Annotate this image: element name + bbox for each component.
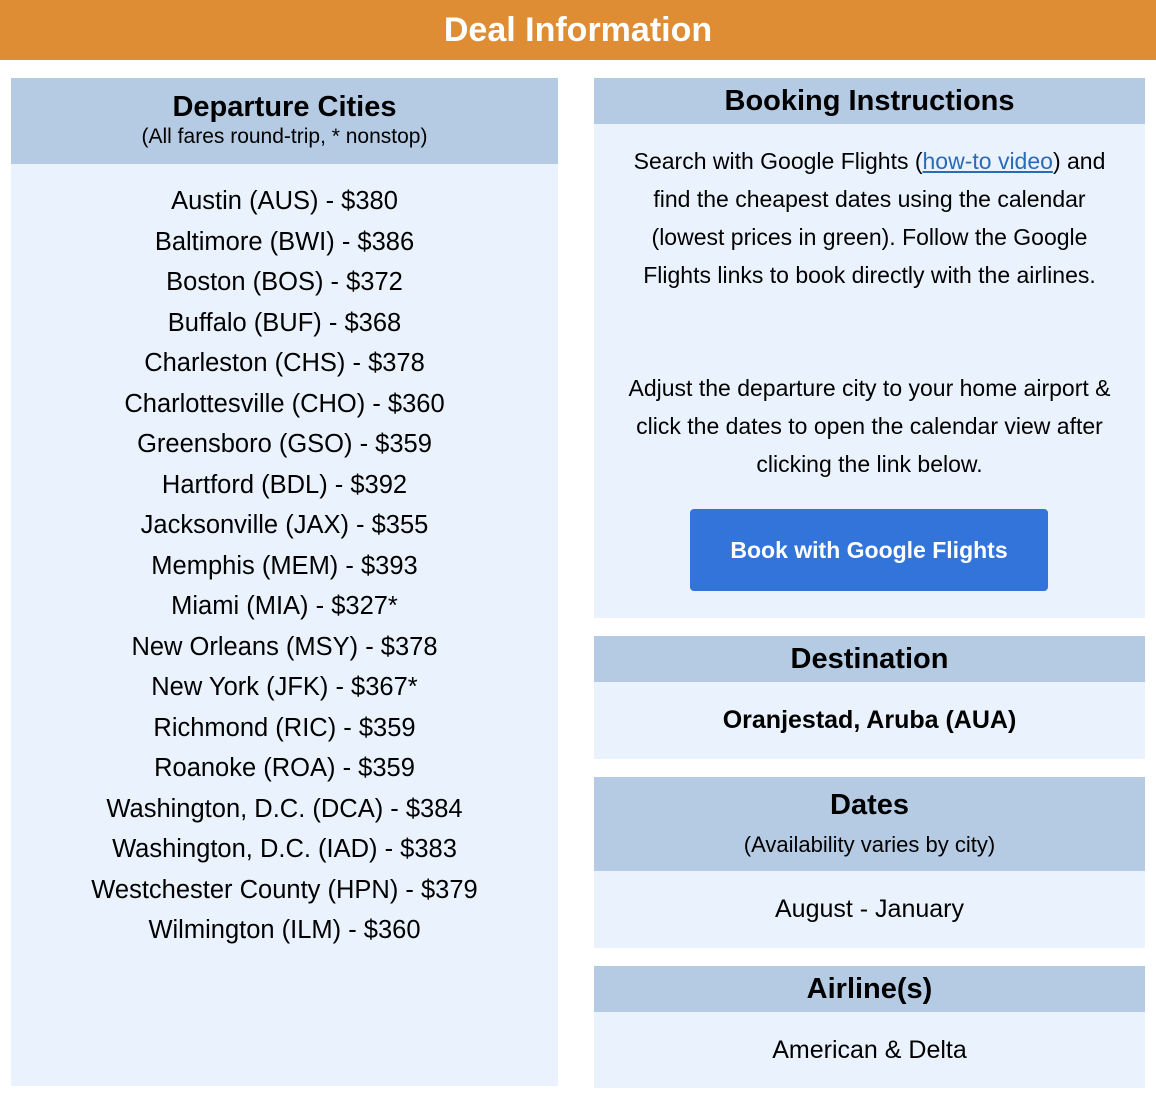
departure-cities-list xyxy=(11,164,558,951)
destination-header xyxy=(594,636,1145,682)
departure-city-item: Memphis (MEM) - $393 xyxy=(151,551,418,580)
dates-value: August - January xyxy=(775,895,964,923)
departure-city-item: Washington, D.C. (DCA) - $384 xyxy=(106,794,463,823)
booking-instructions-title: Booking Instructions xyxy=(724,85,1015,117)
deal-information-banner xyxy=(0,0,1156,60)
departure-city-item: New York (JFK) - $367* xyxy=(151,673,418,701)
departure-cities-title: Departure Cities xyxy=(172,91,397,123)
booking-instructions-header xyxy=(594,78,1145,124)
airlines-title: Airline(s) xyxy=(806,973,933,1005)
departure-city-item: New Orleans (MSY) - $378 xyxy=(131,632,438,661)
departure-city-item: Washington, D.C. (IAD) - $383 xyxy=(112,835,457,863)
departure-cities-subtitle: (All fares round-trip, * nonstop) xyxy=(141,125,428,148)
departure-city-item: Greensboro (GSO) - $359 xyxy=(137,430,432,458)
departure-city-item: Buffalo (BUF) - $368 xyxy=(167,308,402,337)
how-to-video-link[interactable]: how-to video xyxy=(922,148,1053,174)
departure-city-item: Baltimore (BWI) - $386 xyxy=(154,227,415,256)
dates-header xyxy=(594,777,1145,871)
airlines-value: American & Delta xyxy=(772,1035,967,1064)
departure-city-item: Austin (AUS) - $380 xyxy=(171,187,398,215)
departure-city-item: Wilmington (ILM) - $360 xyxy=(148,916,421,944)
departure-city-item: Boston (BOS) - $372 xyxy=(166,268,403,296)
dates-panel xyxy=(594,777,1145,948)
departure-city-item: Miami (MIA) - $327* xyxy=(171,592,398,620)
airlines-panel xyxy=(594,966,1145,1088)
booking-para1-start: Search with Google Flights ( xyxy=(633,148,923,174)
booking-para1-end: ) and find the cheapest dates using the calendar (lowest prices in green). Follow the Google Flights links to book directly with the airlines. xyxy=(643,148,1106,288)
banner-title: Deal Information xyxy=(443,10,713,49)
booking-instructions-text xyxy=(628,142,1111,294)
departure-city-item: Hartford (BDL) - $392 xyxy=(161,470,408,499)
destination-value: Oranjestad, Aruba (AUA) xyxy=(722,706,1017,734)
departure-city-item: Charleston (CHS) - $378 xyxy=(144,349,425,377)
book-with-google-flights-button[interactable]: Book with Google Flights xyxy=(690,509,1048,591)
destination-title: Destination xyxy=(790,643,949,675)
dates-title: Dates xyxy=(830,789,909,821)
booking-instructions-panel xyxy=(594,78,1145,618)
departure-cities-panel xyxy=(11,78,558,1086)
departure-city-item: Charlottesville (CHO) - $360 xyxy=(124,389,445,418)
dates-subtitle: (Availability varies by city) xyxy=(743,832,996,857)
departure-cities-header xyxy=(11,78,558,164)
departure-city-item: Jacksonville (JAX) - $355 xyxy=(140,511,429,539)
departure-city-item: Westchester County (HPN) - $379 xyxy=(91,875,478,904)
booking-instructions-adjust-text: Adjust the departure city to your home airport & click the dates to open the calendar view after clicking the link below. xyxy=(628,375,1111,477)
departure-city-item: Roanoke (ROA) - $359 xyxy=(154,754,415,782)
departure-city-item: Richmond (RIC) - $359 xyxy=(153,713,416,742)
airlines-header xyxy=(594,966,1145,1012)
destination-panel xyxy=(594,636,1145,759)
